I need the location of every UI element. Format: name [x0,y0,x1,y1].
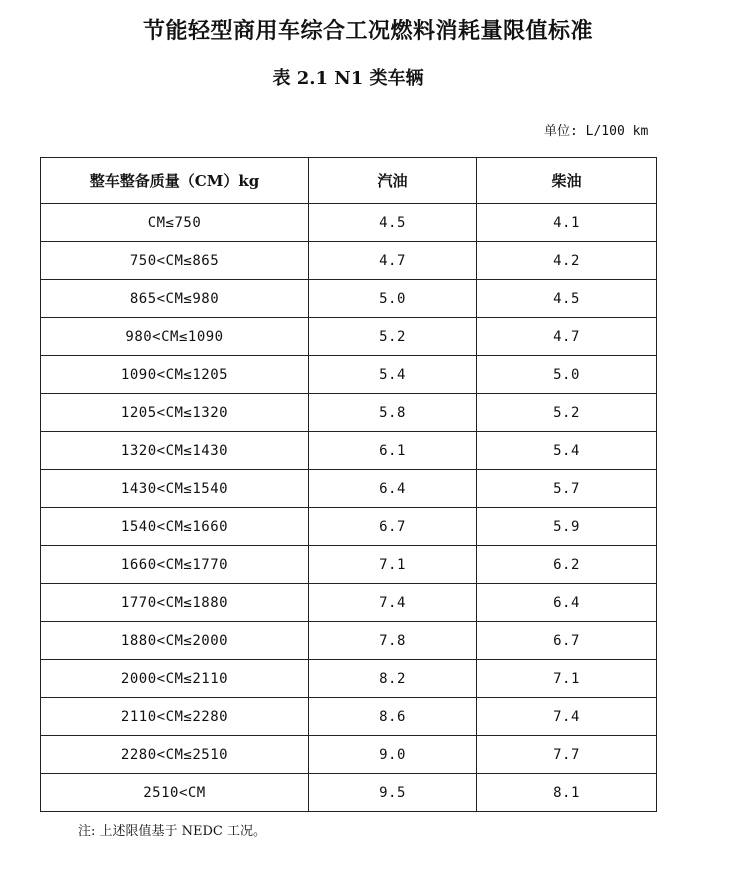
diesel-limit-cell: 5.9 [477,508,657,546]
gasoline-limit-cell: 5.8 [309,394,477,432]
table-row [41,774,657,812]
fuel-limit-table [40,157,657,812]
diesel-limit-cell: 6.7 [477,622,657,660]
gasoline-limit-cell: 9.0 [309,736,477,774]
table-row [41,242,657,280]
table-row [41,698,657,736]
gasoline-limit-cell: 4.7 [309,242,477,280]
mass-range-cell: 1430<CM≤1540 [41,470,309,508]
table-caption: 表 2.1 N1 类车辆 [272,68,424,89]
table-row [41,546,657,584]
mass-range-cell: 2110<CM≤2280 [41,698,309,736]
header-diesel: 柴油 [477,158,657,204]
diesel-limit-cell: 7.1 [477,660,657,698]
table-row [41,318,657,356]
footnote: 注: 上述限值基于 NEDC 工况。 [78,824,267,839]
mass-range-cell: 2510<CM [41,774,309,812]
table-row [41,432,657,470]
table-row [41,584,657,622]
document-title: 节能轻型商用车综合工况燃料消耗量限值标准 [142,18,593,44]
gasoline-limit-cell: 5.4 [309,356,477,394]
gasoline-limit-cell: 9.5 [309,774,477,812]
diesel-limit-cell: 5.7 [477,470,657,508]
mass-range-cell: 1090<CM≤1205 [41,356,309,394]
mass-range-cell: 750<CM≤865 [41,242,309,280]
mass-range-cell: 2280<CM≤2510 [41,736,309,774]
gasoline-limit-cell: 7.1 [309,546,477,584]
diesel-limit-cell: 5.4 [477,432,657,470]
table-row [41,508,657,546]
mass-range-cell: 980<CM≤1090 [41,318,309,356]
diesel-limit-cell: 5.2 [477,394,657,432]
gasoline-limit-cell: 6.4 [309,470,477,508]
table-row [41,356,657,394]
gasoline-limit-cell: 5.2 [309,318,477,356]
diesel-limit-cell: 8.1 [477,774,657,812]
table-row [41,394,657,432]
table-header-row [41,158,657,204]
mass-range-cell: 1770<CM≤1880 [41,584,309,622]
header-gasoline: 汽油 [309,158,477,204]
mass-range-cell: 1320<CM≤1430 [41,432,309,470]
mass-range-cell: 865<CM≤980 [41,280,309,318]
gasoline-limit-cell: 7.8 [309,622,477,660]
table-row [41,470,657,508]
gasoline-limit-cell: 4.5 [309,204,477,242]
gasoline-limit-cell: 7.4 [309,584,477,622]
table-row [41,736,657,774]
unit-note: 单位: L/100 km [544,124,649,139]
header-curb-mass: 整车整备质量（CM）kg [41,158,309,204]
mass-range-cell: 1205<CM≤1320 [41,394,309,432]
diesel-limit-cell: 4.5 [477,280,657,318]
gasoline-limit-cell: 8.2 [309,660,477,698]
table-row [41,204,657,242]
diesel-limit-cell: 5.0 [477,356,657,394]
table-row [41,280,657,318]
diesel-limit-cell: 4.1 [477,204,657,242]
table-row [41,660,657,698]
gasoline-limit-cell: 5.0 [309,280,477,318]
table-row [41,622,657,660]
diesel-limit-cell: 6.2 [477,546,657,584]
gasoline-limit-cell: 6.7 [309,508,477,546]
gasoline-limit-cell: 6.1 [309,432,477,470]
mass-range-cell: 1880<CM≤2000 [41,622,309,660]
diesel-limit-cell: 4.2 [477,242,657,280]
mass-range-cell: CM≤750 [41,204,309,242]
diesel-limit-cell: 7.7 [477,736,657,774]
diesel-limit-cell: 6.4 [477,584,657,622]
diesel-limit-cell: 4.7 [477,318,657,356]
gasoline-limit-cell: 8.6 [309,698,477,736]
mass-range-cell: 2000<CM≤2110 [41,660,309,698]
mass-range-cell: 1660<CM≤1770 [41,546,309,584]
diesel-limit-cell: 7.4 [477,698,657,736]
mass-range-cell: 1540<CM≤1660 [41,508,309,546]
